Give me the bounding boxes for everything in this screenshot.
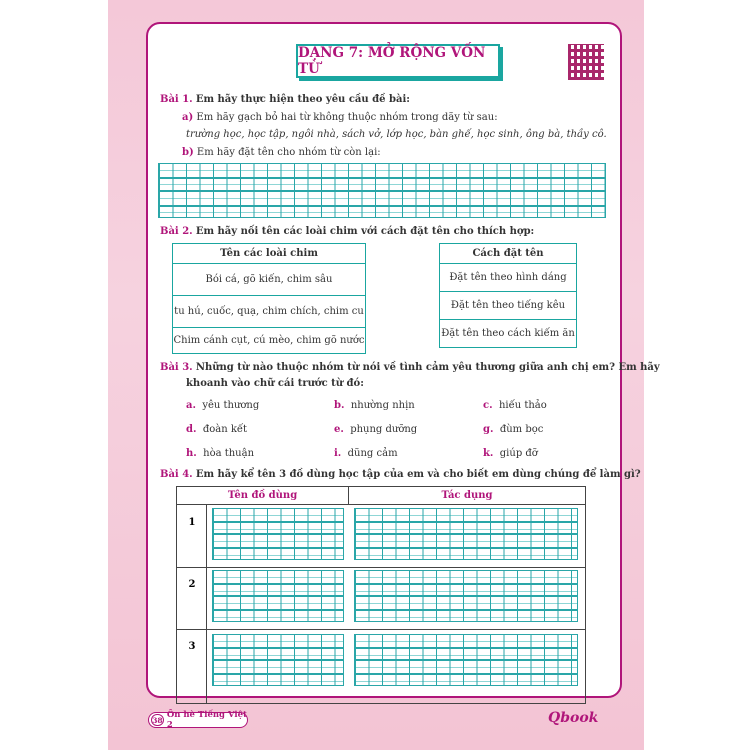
- tool-name-grid-2b[interactable]: [212, 596, 344, 622]
- option-word: yêu thương: [202, 400, 260, 411]
- option-letter: k.: [483, 448, 494, 459]
- option-word: nhường nhịn: [350, 400, 415, 411]
- bai1-word-list: trường học, học tập, ngôi nhà, sách vở, lớp học, bàn ghế, học sinh, ông bà, thầy cô.: [186, 129, 607, 140]
- option-letter: h.: [186, 448, 197, 459]
- option-k[interactable]: [483, 448, 538, 459]
- col-tool-name: Tên đồ dùng: [177, 487, 349, 505]
- option-letter: a.: [186, 400, 196, 411]
- option-letter: e.: [334, 424, 344, 435]
- purpose-grid-1a[interactable]: [354, 508, 578, 534]
- qr-code-icon: [568, 44, 604, 80]
- bai1-b-line: [182, 147, 381, 158]
- tool-name-grid-2a[interactable]: [212, 570, 344, 596]
- bai1-a-label: a): [182, 112, 194, 123]
- row-number-2: 2: [188, 579, 196, 590]
- bai4-prompt: Em hãy kể tên 3 đồ dùng học tập của em và cho biết em dùng chúng để làm gì?: [195, 469, 641, 480]
- option-word: hiếu thảo: [498, 400, 547, 411]
- row-number-1: 1: [188, 517, 196, 528]
- tool-name-grid-3b[interactable]: [212, 660, 344, 686]
- row-divider: [177, 629, 585, 630]
- bai3-prompt-line1: Những từ nào thuộc nhóm từ nói về tình cảm yêu thương giữa anh chị em? Em hãy: [195, 362, 660, 373]
- option-word: đoàn kết: [202, 424, 248, 435]
- option-letter: b.: [334, 400, 345, 411]
- bai2-heading: [160, 226, 534, 237]
- bird-row-3[interactable]: Chim cánh cụt, cú mèo, chim gõ nước: [172, 327, 366, 354]
- bird-row-1[interactable]: Bói cá, gõ kiến, chim sâu: [172, 263, 366, 296]
- option-c[interactable]: [483, 400, 547, 411]
- writing-grid-1[interactable]: [158, 163, 606, 191]
- bai1-a-line: [182, 112, 498, 123]
- bai1-b-text: Em hãy đặt tên cho nhóm từ còn lại:: [196, 147, 381, 158]
- bai2-prompt: Em hãy nối tên các loài chim với cách đặt tên cho thích hợp:: [195, 226, 535, 237]
- bai1-heading: [160, 94, 410, 105]
- col-purpose: Tác dụng: [349, 487, 585, 505]
- bai3-label: Bài 3.: [160, 362, 193, 373]
- option-word: đùm bọc: [499, 424, 544, 435]
- tool-name-grid-3a[interactable]: [212, 634, 344, 660]
- publisher-logo: Qbook: [548, 710, 599, 726]
- option-i[interactable]: [334, 448, 398, 459]
- section-title: DẠNG 7: MỞ RỘNG VỐN TỪ: [298, 45, 486, 77]
- option-word: dũng cảm: [347, 448, 398, 459]
- bai1-label: Bài 1.: [160, 94, 193, 105]
- book-title: Ôn hè Tiếng Việt 2: [166, 710, 247, 730]
- writing-grid-2[interactable]: [158, 191, 606, 218]
- row-divider: [177, 567, 585, 568]
- method-row-1[interactable]: Đặt tên theo hình dáng: [439, 263, 577, 292]
- option-letter: d.: [186, 424, 197, 435]
- method-row-2[interactable]: Đặt tên theo tiếng kêu: [439, 291, 577, 320]
- bai4-label: Bài 4.: [160, 469, 193, 480]
- section-title-box: [296, 44, 500, 78]
- option-word: phụng dưỡng: [350, 424, 418, 435]
- row-number-3: 3: [188, 641, 196, 652]
- bai1-a-text: Em hãy gạch bỏ hai từ không thuộc nhóm trong dãy từ sau:: [196, 112, 498, 123]
- purpose-grid-2a[interactable]: [354, 570, 578, 596]
- bai3-heading: [160, 362, 660, 373]
- bai1-prompt: Em hãy thực hiện theo yêu cầu đề bài:: [195, 94, 410, 105]
- naming-method-header: Cách đặt tên: [439, 243, 577, 264]
- method-row-3[interactable]: Đặt tên theo cách kiếm ăn: [439, 319, 577, 348]
- purpose-grid-2b[interactable]: [354, 596, 578, 622]
- option-word: hòa thuận: [203, 448, 255, 459]
- option-letter: i.: [334, 448, 342, 459]
- tool-name-grid-1a[interactable]: [212, 508, 344, 534]
- option-letter: g.: [483, 424, 494, 435]
- option-letter: c.: [483, 400, 493, 411]
- page-number: 38: [152, 715, 163, 725]
- option-e[interactable]: [334, 424, 417, 435]
- bai1-b-label: b): [182, 147, 194, 158]
- purpose-grid-1b[interactable]: [354, 534, 578, 560]
- option-g[interactable]: [483, 424, 543, 435]
- tool-name-grid-1b[interactable]: [212, 534, 344, 560]
- footer-badge: [148, 712, 248, 728]
- purpose-grid-3a[interactable]: [354, 634, 578, 660]
- row-number-column: [177, 505, 207, 703]
- bird-row-2[interactable]: tu hú, cuốc, quạ, chim chích, chim cu: [172, 295, 366, 328]
- option-a[interactable]: [186, 400, 259, 411]
- purpose-grid-3b[interactable]: [354, 660, 578, 686]
- option-b[interactable]: [334, 400, 415, 411]
- option-word: giúp đỡ: [499, 448, 538, 459]
- bai3-prompt-line2: khoanh vào chữ cái trước từ đó:: [186, 378, 364, 389]
- bai4-heading: [160, 469, 641, 480]
- option-h[interactable]: [186, 448, 254, 459]
- bai2-label: Bài 2.: [160, 226, 193, 237]
- option-d[interactable]: [186, 424, 247, 435]
- bird-names-header: Tên các loài chim: [172, 243, 366, 264]
